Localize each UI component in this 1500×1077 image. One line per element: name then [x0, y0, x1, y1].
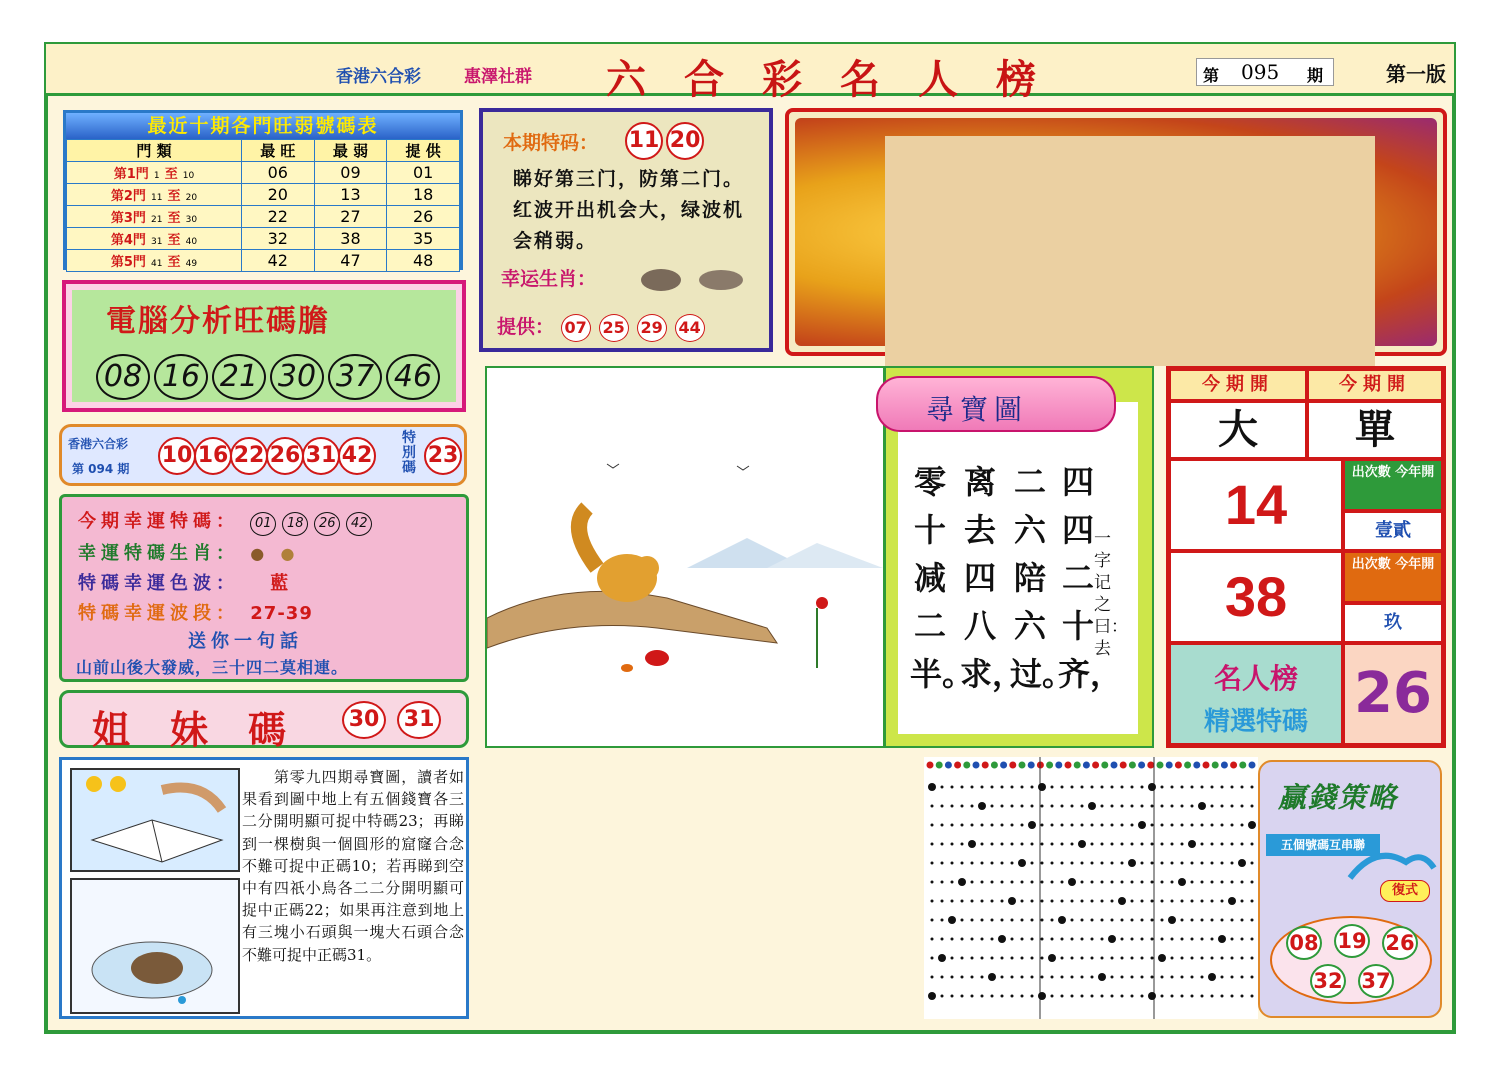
- table-row: [67, 250, 460, 272]
- decorative-banner: [785, 108, 1447, 356]
- edition-label: 第一版: [1386, 62, 1446, 86]
- result-tag-2: 出次數 今年開: [1343, 551, 1443, 603]
- lucky-phrase-title: 送你一句話: [188, 631, 303, 652]
- strategy-number-oval: [1270, 916, 1432, 1004]
- poem-column-4: 四四二十齐，: [1058, 463, 1123, 693]
- zodiac-animals: [633, 252, 753, 302]
- col-header: 門 類: [67, 140, 242, 162]
- strength-table-panel: [63, 110, 463, 270]
- strategy-number: 32: [1310, 964, 1346, 998]
- results-panel: [1166, 366, 1446, 748]
- special-label: 特別碼: [402, 430, 416, 476]
- lucky-row-4: [78, 599, 313, 625]
- provide-cell: 18: [387, 184, 460, 206]
- weak-cell: 47: [314, 250, 387, 272]
- lucky-label: 特碼幸運色波：: [78, 573, 239, 594]
- strategy-tag: 五個號碼互串聯: [1266, 834, 1380, 856]
- lucky-number: 18: [282, 512, 308, 536]
- result-parity: 單: [1307, 401, 1443, 459]
- sisters-number: 31: [397, 701, 441, 739]
- sisters-numbers: [342, 701, 439, 739]
- lucky-panel: [59, 494, 469, 682]
- monkey-icon: ●: [250, 544, 270, 563]
- essay-panel: [59, 757, 469, 1019]
- provide-number: 44: [675, 314, 705, 342]
- sisters-label: 姐妹碼: [92, 707, 327, 752]
- table-row: [67, 206, 460, 228]
- brand-primary: 香港六合彩: [336, 67, 421, 87]
- lucky-number: 01: [250, 512, 276, 536]
- special-text: 睇好第三门，防第二门。红波开出机会大，绿波机会稍弱。: [513, 168, 745, 252]
- strategy-panel: [1258, 760, 1442, 1018]
- fame-box: [1169, 643, 1343, 745]
- previous-number: 31: [302, 437, 340, 475]
- issue-number: 095: [1241, 60, 1280, 84]
- lucky-phrase: 山前山後大發威，三十四二莫相連。: [76, 658, 349, 677]
- result-count-1: 壹貳: [1343, 511, 1443, 551]
- result-number-2: 38: [1169, 551, 1343, 643]
- strategy-mode: 復式: [1380, 880, 1430, 902]
- brand-secondary: 惠澤社群: [464, 67, 532, 87]
- cave-illustration: [70, 878, 240, 1014]
- poem-column-3: 二六陪六过。: [1010, 463, 1075, 693]
- strong-cell: 20: [241, 184, 314, 206]
- fame-sub: 精選特碼: [1203, 707, 1308, 737]
- issue-box: [1196, 58, 1334, 86]
- strategy-number: 08: [1286, 926, 1322, 960]
- essay-text: 第零九四期尋寶圖，讀者如果看到圖中地上有五個錢寶各三二分開明顯可捉中特碼23；再睇到一棵樹與一個圓形的窟窿合念不難可捉中正碼10；若再睇到空中有四祇小鳥各二二分開明顯可捉中正碼22；如果再注意到地上有三塊小石頭與一塊大石頭合念不難可捉中正碼31。: [242, 768, 464, 964]
- strong-cell: 06: [241, 162, 314, 184]
- table-row: [67, 228, 460, 250]
- deer-icon: ●: [280, 544, 300, 563]
- fame-label: 名人榜: [1213, 662, 1298, 695]
- special-number: 20: [666, 122, 704, 160]
- result-number-1: 14: [1169, 459, 1343, 551]
- strong-cell: 42: [241, 250, 314, 272]
- treasure-scene: [485, 366, 885, 748]
- provide-cell: 35: [387, 228, 460, 250]
- provide-number: 29: [637, 314, 667, 342]
- poem-hint: 一字记之曰：去: [1094, 529, 1128, 659]
- strength-table: [66, 139, 460, 272]
- computer-number: 30: [270, 354, 324, 400]
- lucky-number: 42: [346, 512, 372, 536]
- computer-number: 37: [328, 354, 382, 400]
- squirrel-scene-illustration: [487, 368, 883, 746]
- dolphin-icon: [1346, 842, 1438, 882]
- result-tag-1: 出次數 今年開: [1343, 459, 1443, 511]
- strategy-title: 贏錢策略: [1278, 781, 1399, 814]
- provide-row: [497, 312, 713, 342]
- weak-cell: 38: [314, 228, 387, 250]
- table-row: [67, 162, 460, 184]
- fame-number: 26: [1343, 643, 1443, 745]
- poem-column-2: 离去四八求，: [960, 463, 1025, 693]
- previous-label: 香港六合彩: [68, 437, 129, 451]
- lucky-row-1: [78, 507, 378, 536]
- group-cell: 第3門 21 至 30: [67, 206, 242, 228]
- previous-issue: 第 094 期: [72, 462, 130, 476]
- col-header: 提 供: [387, 140, 460, 162]
- treasure-map-panel: [884, 366, 1154, 748]
- strong-cell: 22: [241, 206, 314, 228]
- col-header: 最 旺: [241, 140, 314, 162]
- lucky-row-3: [78, 569, 293, 595]
- issue-suffix: 期: [1307, 66, 1324, 85]
- computer-analysis-title: 電腦分析旺碼膽: [106, 304, 330, 339]
- lucky-number: 26: [314, 512, 340, 536]
- provide-cell: 48: [387, 250, 460, 272]
- computer-number: 46: [386, 354, 440, 400]
- page-title: 六合彩名人榜: [606, 56, 1074, 103]
- cave-icon: [72, 880, 238, 1012]
- previous-number: 26: [266, 437, 304, 475]
- special-label: 本期特码：: [503, 132, 599, 154]
- result-count-2: 玖: [1343, 603, 1443, 643]
- previous-numbers: [158, 437, 374, 475]
- lucky-label: 特碼幸運波段：: [78, 603, 239, 624]
- treasure-scroll: [876, 376, 1116, 432]
- provide-cell: 01: [387, 162, 460, 184]
- lucky-row-2: [78, 539, 300, 565]
- cat-icon: [699, 270, 743, 290]
- group-cell: 第2門 11 至 20: [67, 184, 242, 206]
- strategy-number: 26: [1382, 926, 1418, 960]
- table-row: [67, 184, 460, 206]
- computer-analysis-panel: [62, 280, 466, 412]
- lucky-color: 藍: [270, 573, 294, 594]
- sisters-panel: [59, 690, 469, 752]
- book-illustration: [70, 768, 240, 872]
- rabbit-icon: [641, 269, 681, 291]
- dot-matrix: [924, 757, 1258, 1019]
- result-head-1: 今期開: [1169, 369, 1307, 401]
- group-cell: 第4門 31 至 40: [67, 228, 242, 250]
- weak-cell: 27: [314, 206, 387, 228]
- previous-number: 16: [194, 437, 232, 475]
- zodiac-label: 幸运生肖：: [501, 268, 597, 290]
- previous-number: 42: [338, 437, 376, 475]
- col-header: 最 弱: [314, 140, 387, 162]
- special-number: 23: [424, 437, 462, 475]
- weak-cell: 09: [314, 162, 387, 184]
- issue-prefix: 第: [1203, 66, 1220, 85]
- treasure-title: 尋寶圖: [926, 393, 1029, 426]
- previous-number: 22: [230, 437, 268, 475]
- computer-number-row: [96, 354, 444, 400]
- dot-matrix-graphic: [924, 757, 1258, 1019]
- special-number: 11: [625, 122, 663, 160]
- provide-cell: 26: [387, 206, 460, 228]
- strategy-number: 37: [1358, 964, 1394, 998]
- weak-cell: 13: [314, 184, 387, 206]
- special-numbers: [625, 122, 702, 160]
- result-size: 大: [1169, 401, 1307, 459]
- header: [46, 44, 1454, 103]
- group-cell: 第1門 1 至 10: [67, 162, 242, 184]
- lucky-label: 今期幸運特碼：: [78, 511, 239, 532]
- lucky-label: 幸運特碼生肖：: [78, 543, 239, 564]
- provide-label: 提供：: [497, 316, 555, 338]
- provide-number: 07: [561, 314, 591, 342]
- computer-number: 16: [154, 354, 208, 400]
- strategy-number: 19: [1334, 924, 1370, 958]
- provide-number: 25: [599, 314, 629, 342]
- banner-blank-area: [885, 136, 1375, 366]
- computer-number: 08: [96, 354, 150, 400]
- lucky-range: 27-39: [250, 603, 313, 624]
- poem-column-1: 零十减二半。: [910, 463, 975, 693]
- result-head-2: 今期開: [1307, 369, 1443, 401]
- computer-number: 21: [212, 354, 266, 400]
- group-cell: 第5門 41 至 49: [67, 250, 242, 272]
- strong-cell: 32: [241, 228, 314, 250]
- book-icon: [72, 770, 238, 870]
- special-number-wrap: [424, 437, 460, 475]
- previous-number: 10: [158, 437, 196, 475]
- special-panel: [479, 108, 773, 352]
- sisters-number: 30: [342, 701, 386, 739]
- previous-result-panel: [59, 424, 467, 486]
- strength-table-title: 最近十期各門旺弱號碼表: [66, 113, 460, 139]
